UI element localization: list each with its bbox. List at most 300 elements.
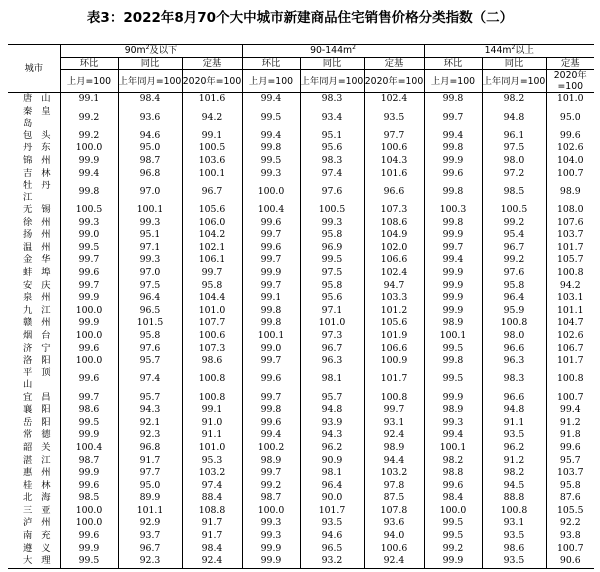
- small-yoy-cell: 97.6: [118, 342, 182, 355]
- small-fixed-cell: 101.0: [182, 305, 242, 318]
- large-mom-cell: 100.3: [424, 204, 482, 217]
- small-fixed-cell: 95.3: [182, 454, 242, 467]
- medium-mom-cell: 98.7: [242, 492, 300, 505]
- city-cell: 三亚: [23, 504, 51, 516]
- base-header-fixed: 2020年=100: [364, 70, 424, 93]
- table-row: [8, 442, 594, 455]
- sub-header-mom: 环比: [242, 57, 300, 70]
- small-mom-cell: 100.5: [60, 204, 118, 217]
- large-mom-cell: 99.7: [424, 242, 482, 255]
- large-yoy-cell: 100.5: [482, 204, 546, 217]
- large-fixed-cell: 100.7: [546, 167, 594, 180]
- large-mom-cell: 99.9: [424, 155, 482, 168]
- large-fixed-cell: 99.6: [546, 442, 594, 455]
- medium-fixed-cell: 100.6: [364, 142, 424, 155]
- large-mom-cell: 99.8: [424, 93, 482, 106]
- large-mom-cell: 98.9: [424, 317, 482, 330]
- medium-fixed-cell: 103.3: [364, 292, 424, 305]
- city-cell: 温州: [23, 241, 51, 253]
- medium-fixed-cell: 103.2: [364, 467, 424, 480]
- small-yoy-cell: 94.6: [118, 130, 182, 143]
- large-fixed-cell: 95.8: [546, 479, 594, 492]
- small-yoy-cell: 96.5: [118, 305, 182, 318]
- small-mom-cell: 99.7: [60, 279, 118, 292]
- large-mom-cell: 100.1: [424, 442, 482, 455]
- city-cell: 泸州: [23, 517, 51, 529]
- table-body: [8, 93, 594, 569]
- base-header-yoy: 上年同月=100: [482, 70, 546, 93]
- large-fixed-cell: 104.7: [546, 317, 594, 330]
- small-mom-cell: 99.6: [60, 367, 118, 391]
- small-fixed-cell: 103.6: [182, 155, 242, 168]
- small-yoy-cell: 95.8: [118, 330, 182, 343]
- city-cell: 蚌埠: [23, 267, 51, 279]
- small-fixed-cell: 102.1: [182, 242, 242, 255]
- medium-mom-cell: 99.9: [242, 542, 300, 555]
- small-yoy-cell: 97.5: [118, 279, 182, 292]
- large-mom-cell: 100.0: [424, 505, 482, 518]
- medium-fixed-cell: 92.4: [364, 429, 424, 442]
- large-yoy-cell: 96.4: [482, 292, 546, 305]
- medium-yoy-cell: 95.6: [300, 142, 364, 155]
- large-yoy-cell: 88.8: [482, 492, 546, 505]
- medium-mom-cell: 99.7: [242, 279, 300, 292]
- small-fixed-cell: 99.1: [182, 404, 242, 417]
- base-header-mom: 上月=100: [424, 70, 482, 93]
- medium-yoy-cell: 98.1: [300, 467, 364, 480]
- large-fixed-cell: 90.6: [546, 555, 594, 568]
- city-cell: 丹东: [23, 142, 51, 154]
- large-mom-cell: 99.8: [424, 142, 482, 155]
- large-fixed-cell: 102.6: [546, 142, 594, 155]
- city-cell: 扬州: [23, 229, 51, 241]
- large-mom-cell: 99.6: [424, 167, 482, 180]
- city-cell: 遵义: [23, 542, 51, 554]
- medium-yoy-cell: 101.0: [300, 317, 364, 330]
- small-yoy-cell: 99.3: [118, 254, 182, 267]
- medium-fixed-cell: 94.4: [364, 454, 424, 467]
- medium-yoy-cell: 100.5: [300, 204, 364, 217]
- medium-yoy-cell: 97.3: [300, 330, 364, 343]
- large-yoy-cell: 98.5: [482, 180, 546, 204]
- table-row: [8, 417, 594, 430]
- large-fixed-cell: 100.8: [546, 267, 594, 280]
- table-row: [8, 155, 594, 168]
- small-yoy-cell: 94.3: [118, 404, 182, 417]
- large-fixed-cell: 99.6: [546, 130, 594, 143]
- large-mom-cell: 99.9: [424, 229, 482, 242]
- medium-fixed-cell: 102.4: [364, 93, 424, 106]
- small-mom-cell: 99.3: [60, 216, 118, 229]
- small-fixed-cell: 98.6: [182, 355, 242, 368]
- small-mom-cell: 99.9: [60, 292, 118, 305]
- small-yoy-cell: 97.4: [118, 367, 182, 391]
- large-mom-cell: 99.3: [424, 417, 482, 430]
- city-cell: 锦州: [23, 155, 51, 167]
- table-row: [8, 530, 594, 543]
- small-mom-cell: 100.0: [60, 330, 118, 343]
- large-fixed-cell: 95.7: [546, 454, 594, 467]
- medium-mom-cell: 99.7: [242, 355, 300, 368]
- small-mom-cell: 100.0: [60, 305, 118, 318]
- large-yoy-cell: 100.8: [482, 317, 546, 330]
- table-row: [8, 229, 594, 242]
- city-cell: 常德: [23, 429, 51, 441]
- medium-fixed-cell: 92.4: [364, 555, 424, 568]
- city-cell: 惠州: [23, 467, 51, 479]
- medium-fixed-cell: 101.7: [364, 367, 424, 391]
- large-yoy-cell: 98.2: [482, 93, 546, 106]
- large-mom-cell: 98.9: [424, 404, 482, 417]
- city-cell: 包头: [23, 129, 51, 141]
- medium-mom-cell: 99.5: [242, 155, 300, 168]
- small-yoy-cell: 95.7: [118, 391, 182, 404]
- large-yoy-cell: 93.5: [482, 555, 546, 568]
- large-yoy-cell: 96.3: [482, 355, 546, 368]
- city-cell: 湛江: [23, 454, 51, 466]
- small-fixed-cell: 100.8: [182, 391, 242, 404]
- small-mom-cell: 99.1: [60, 93, 118, 106]
- medium-yoy-cell: 95.8: [300, 279, 364, 292]
- city-cell: 襄阳: [23, 404, 51, 416]
- large-fixed-cell: 91.8: [546, 429, 594, 442]
- large-mom-cell: 98.8: [424, 467, 482, 480]
- small-mom-cell: 99.9: [60, 317, 118, 330]
- city-cell: 大理: [8, 555, 60, 568]
- medium-mom-cell: 99.6: [242, 367, 300, 391]
- small-yoy-cell: 96.8: [118, 442, 182, 455]
- medium-mom-cell: 99.1: [242, 292, 300, 305]
- small-yoy-cell: 99.3: [118, 216, 182, 229]
- table-row: [8, 305, 594, 318]
- large-mom-cell: 99.4: [424, 254, 482, 267]
- small-mom-cell: 99.9: [60, 429, 118, 442]
- large-fixed-cell: 105.5: [546, 505, 594, 518]
- large-mom-cell: 98.4: [424, 492, 482, 505]
- small-mom-cell: 98.6: [60, 404, 118, 417]
- medium-mom-cell: 99.6: [242, 242, 300, 255]
- large-yoy-cell: 98.3: [482, 367, 546, 391]
- large-yoy-cell: 97.6: [482, 267, 546, 280]
- city-cell: 桂林: [23, 479, 51, 491]
- table-row: [8, 167, 594, 180]
- small-mom-cell: 99.6: [60, 479, 118, 492]
- medium-yoy-cell: 93.5: [300, 517, 364, 530]
- small-mom-cell: 99.9: [60, 467, 118, 480]
- sub-header-mom: 环比: [60, 57, 118, 70]
- medium-mom-cell: 99.4: [242, 429, 300, 442]
- medium-mom-cell: 98.9: [242, 454, 300, 467]
- medium-yoy-cell: 97.5: [300, 267, 364, 280]
- small-yoy-cell: 96.4: [118, 292, 182, 305]
- large-fixed-cell: 94.2: [546, 279, 594, 292]
- small-mom-cell: 99.0: [60, 229, 118, 242]
- table-row: [8, 242, 594, 255]
- small-fixed-cell: 107.3: [182, 342, 242, 355]
- medium-yoy-cell: 96.5: [300, 542, 364, 555]
- table-row: [8, 180, 594, 204]
- sub-header-fixed: 定基: [364, 57, 424, 70]
- small-fixed-cell: 103.2: [182, 467, 242, 480]
- small-yoy-cell: 95.0: [118, 479, 182, 492]
- city-column-header: 城市: [8, 45, 60, 93]
- large-yoy-cell: 100.8: [482, 505, 546, 518]
- large-yoy-cell: 95.8: [482, 279, 546, 292]
- large-yoy-cell: 96.6: [482, 391, 546, 404]
- table-row: [8, 142, 594, 155]
- small-yoy-cell: 92.1: [118, 417, 182, 430]
- small-mom-cell: 99.2: [60, 130, 118, 143]
- medium-mom-cell: 99.9: [242, 555, 300, 568]
- medium-yoy-cell: 99.3: [300, 216, 364, 229]
- large-yoy-cell: 95.4: [482, 229, 546, 242]
- large-yoy-cell: 96.7: [482, 242, 546, 255]
- table-row: [8, 130, 594, 143]
- small-fixed-cell: 100.8: [182, 367, 242, 391]
- large-yoy-cell: 94.8: [482, 106, 546, 130]
- small-mom-cell: 99.8: [60, 180, 118, 204]
- medium-yoy-cell: 97.6: [300, 180, 364, 204]
- city-cell: 唐山: [23, 93, 51, 105]
- large-fixed-cell: 104.0: [546, 155, 594, 168]
- medium-fixed-cell: 100.9: [364, 355, 424, 368]
- large-mom-cell: 99.9: [424, 292, 482, 305]
- small-mom-cell: 98.7: [60, 454, 118, 467]
- table-row: [8, 106, 594, 130]
- sub-header-fixed: 定基: [546, 57, 594, 70]
- sub-header-yoy: 同比: [118, 57, 182, 70]
- medium-yoy-cell: 96.2: [300, 442, 364, 455]
- base-header-fixed: 2020年=100: [182, 70, 242, 93]
- city-cell: 北海: [23, 492, 51, 504]
- table-title: 表3：2022年8月70个大中城市新建商品住宅销售价格分类指数（二）: [86, 10, 514, 26]
- medium-yoy-cell: 98.1: [300, 367, 364, 391]
- small-yoy-cell: 100.1: [118, 204, 182, 217]
- small-fixed-cell: 107.7: [182, 317, 242, 330]
- large-fixed-cell: 101.0: [546, 93, 594, 106]
- small-yoy-cell: 93.7: [118, 530, 182, 543]
- large-mom-cell: 98.2: [424, 454, 482, 467]
- medium-fixed-cell: 101.2: [364, 305, 424, 318]
- table-row: [8, 479, 594, 492]
- large-fixed-cell: 108.0: [546, 204, 594, 217]
- table-row: [8, 317, 594, 330]
- large-fixed-cell: 98.9: [546, 180, 594, 204]
- large-yoy-cell: 91.2: [482, 454, 546, 467]
- medium-mom-cell: 100.1: [242, 330, 300, 343]
- base-header-yoy: 上年同月=100: [300, 70, 364, 93]
- medium-mom-cell: 99.8: [242, 404, 300, 417]
- small-mom-cell: 99.5: [60, 555, 118, 568]
- large-yoy-cell: 97.2: [482, 167, 546, 180]
- medium-yoy-cell: 90.9: [300, 454, 364, 467]
- large-mom-cell: 99.6: [424, 479, 482, 492]
- small-fixed-cell: 96.7: [182, 180, 242, 204]
- medium-yoy-cell: 94.6: [300, 530, 364, 543]
- large-fixed-cell: 101.1: [546, 305, 594, 318]
- small-fixed-cell: 99.7: [182, 267, 242, 280]
- medium-yoy-cell: 97.4: [300, 167, 364, 180]
- base-header-fixed: 2020年=100: [546, 70, 594, 93]
- large-fixed-cell: 92.2: [546, 517, 594, 530]
- large-mom-cell: 99.2: [424, 542, 482, 555]
- large-mom-cell: 99.9: [424, 391, 482, 404]
- table-row: [8, 404, 594, 417]
- small-mom-cell: 99.5: [60, 417, 118, 430]
- group-header-large: $144m^2$以上: [424, 45, 594, 58]
- small-yoy-cell: 91.7: [118, 454, 182, 467]
- medium-fixed-cell: 96.6: [364, 180, 424, 204]
- large-yoy-cell: 99.2: [482, 254, 546, 267]
- small-mom-cell: 100.4: [60, 442, 118, 455]
- small-fixed-cell: 97.4: [182, 479, 242, 492]
- small-fixed-cell: 91.7: [182, 530, 242, 543]
- table-row: [8, 542, 594, 555]
- large-mom-cell: 99.5: [424, 517, 482, 530]
- table-row: [8, 216, 594, 229]
- medium-yoy-cell: 95.8: [300, 229, 364, 242]
- city-cell: 泉州: [23, 292, 51, 304]
- large-mom-cell: 99.5: [424, 342, 482, 355]
- medium-mom-cell: 99.4: [242, 130, 300, 143]
- medium-fixed-cell: 94.0: [364, 530, 424, 543]
- small-mom-cell: 99.6: [60, 530, 118, 543]
- large-yoy-cell: 91.1: [482, 417, 546, 430]
- large-yoy-cell: 93.1: [482, 517, 546, 530]
- small-fixed-cell: 100.5: [182, 142, 242, 155]
- large-yoy-cell: 98.6: [482, 542, 546, 555]
- city-cell: 宜昌: [23, 391, 51, 403]
- medium-mom-cell: 99.5: [242, 106, 300, 130]
- city-cell: 洛阳: [23, 355, 51, 367]
- large-fixed-cell: 106.7: [546, 342, 594, 355]
- large-yoy-cell: 96.6: [482, 342, 546, 355]
- large-fixed-cell: 107.6: [546, 216, 594, 229]
- city-cell: 九江: [23, 304, 51, 316]
- table-row: [8, 454, 594, 467]
- city-cell: 烟台: [23, 329, 51, 341]
- small-yoy-cell: 92.3: [118, 429, 182, 442]
- table-row: [8, 492, 594, 505]
- large-yoy-cell: 97.5: [482, 142, 546, 155]
- small-yoy-cell: 97.7: [118, 467, 182, 480]
- large-mom-cell: 99.8: [424, 216, 482, 229]
- sub-header-yoy: 同比: [482, 57, 546, 70]
- table-row: [8, 467, 594, 480]
- medium-yoy-cell: 98.3: [300, 93, 364, 106]
- small-yoy-cell: 92.3: [118, 555, 182, 568]
- medium-mom-cell: 99.8: [242, 305, 300, 318]
- large-yoy-cell: 94.5: [482, 479, 546, 492]
- city-cell: 济宁: [23, 342, 51, 354]
- medium-fixed-cell: 106.6: [364, 254, 424, 267]
- medium-fixed-cell: 102.0: [364, 242, 424, 255]
- small-fixed-cell: 88.4: [182, 492, 242, 505]
- small-fixed-cell: 99.1: [182, 130, 242, 143]
- large-mom-cell: 99.5: [424, 530, 482, 543]
- large-fixed-cell: 103.1: [546, 292, 594, 305]
- large-fixed-cell: 100.7: [546, 542, 594, 555]
- medium-yoy-cell: 98.3: [300, 155, 364, 168]
- medium-yoy-cell: 96.9: [300, 242, 364, 255]
- small-fixed-cell: 106.0: [182, 216, 242, 229]
- large-yoy-cell: 98.0: [482, 155, 546, 168]
- medium-yoy-cell: 93.2: [300, 555, 364, 568]
- small-yoy-cell: 97.0: [118, 180, 182, 204]
- medium-fixed-cell: 101.6: [364, 167, 424, 180]
- medium-mom-cell: 99.0: [242, 342, 300, 355]
- medium-yoy-cell: 97.1: [300, 305, 364, 318]
- small-fixed-cell: 101.6: [182, 93, 242, 106]
- large-yoy-cell: 98.0: [482, 330, 546, 343]
- large-mom-cell: 99.8: [424, 180, 482, 204]
- table-row: [8, 93, 594, 106]
- large-fixed-cell: 103.7: [546, 229, 594, 242]
- small-mom-cell: 99.6: [60, 342, 118, 355]
- city-cell: 徐州: [23, 216, 51, 228]
- small-fixed-cell: 104.4: [182, 292, 242, 305]
- large-mom-cell: 99.7: [424, 106, 482, 130]
- medium-mom-cell: 99.9: [242, 267, 300, 280]
- table-row: [8, 517, 594, 530]
- small-mom-cell: 99.4: [60, 167, 118, 180]
- large-fixed-cell: 87.6: [546, 492, 594, 505]
- small-yoy-cell: 89.9: [118, 492, 182, 505]
- base-header-mom: 上月=100: [242, 70, 300, 93]
- medium-fixed-cell: 100.6: [364, 542, 424, 555]
- large-fixed-cell: 91.2: [546, 417, 594, 430]
- group-header-medium: $90-144m^2$: [242, 45, 424, 58]
- small-yoy-cell: 97.0: [118, 267, 182, 280]
- price-index-table: [8, 44, 594, 569]
- table-row: [8, 204, 594, 217]
- small-mom-cell: 100.0: [60, 517, 118, 530]
- small-mom-cell: 100.0: [60, 355, 118, 368]
- large-fixed-cell: 95.0: [546, 106, 594, 130]
- small-yoy-cell: 95.1: [118, 229, 182, 242]
- medium-mom-cell: 99.8: [242, 317, 300, 330]
- medium-mom-cell: 99.6: [242, 417, 300, 430]
- medium-fixed-cell: 108.6: [364, 216, 424, 229]
- small-yoy-cell: 95.7: [118, 355, 182, 368]
- large-yoy-cell: 95.9: [482, 305, 546, 318]
- medium-fixed-cell: 105.6: [364, 317, 424, 330]
- medium-fixed-cell: 97.8: [364, 479, 424, 492]
- medium-mom-cell: 99.4: [242, 93, 300, 106]
- medium-fixed-cell: 104.9: [364, 229, 424, 242]
- large-fixed-cell: 100.8: [546, 367, 594, 391]
- small-yoy-cell: 96.8: [118, 167, 182, 180]
- city-cell: 金华: [23, 254, 51, 266]
- city-cell: 南充: [23, 530, 51, 542]
- medium-yoy-cell: 95.6: [300, 292, 364, 305]
- large-fixed-cell: 101.7: [546, 242, 594, 255]
- large-yoy-cell: 93.5: [482, 429, 546, 442]
- medium-yoy-cell: 96.7: [300, 342, 364, 355]
- large-fixed-cell: 102.6: [546, 330, 594, 343]
- large-fixed-cell: 100.7: [546, 391, 594, 404]
- large-yoy-cell: 99.2: [482, 216, 546, 229]
- medium-yoy-cell: 96.3: [300, 355, 364, 368]
- medium-yoy-cell: 93.9: [300, 417, 364, 430]
- medium-yoy-cell: 95.1: [300, 130, 364, 143]
- small-mom-cell: 99.9: [60, 155, 118, 168]
- large-mom-cell: 99.4: [424, 429, 482, 442]
- medium-mom-cell: 99.7: [242, 254, 300, 267]
- large-mom-cell: 99.9: [424, 267, 482, 280]
- large-yoy-cell: 94.8: [482, 404, 546, 417]
- table-row: [8, 330, 594, 343]
